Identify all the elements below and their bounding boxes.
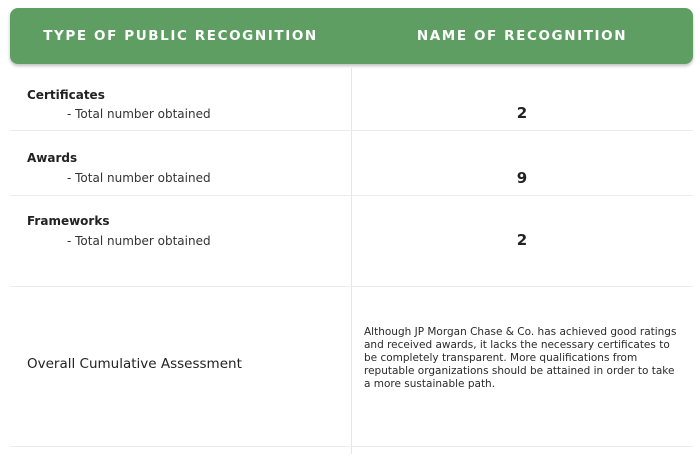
column-header-name: NAME OF RECOGNITION: [416, 28, 628, 44]
row-awards-count: 9: [516, 169, 528, 187]
column-divider: [351, 68, 352, 454]
column-header-type: TYPE OF PUBLIC RECOGNITION: [43, 28, 318, 44]
row-awards-sublabel: - Total number obtained: [67, 171, 211, 185]
row-certificates-count: 2: [516, 104, 528, 122]
row-frameworks-sublabel: - Total number obtained: [67, 234, 211, 248]
table-header: [10, 8, 693, 64]
row-certificates-sublabel: - Total number obtained: [67, 107, 211, 121]
row-awards-label: Awards: [27, 151, 78, 165]
row-divider: [10, 286, 693, 287]
row-certificates-label: Certificates: [27, 88, 105, 102]
row-frameworks-count: 2: [516, 231, 528, 249]
row-divider: [10, 195, 693, 196]
row-frameworks-label: Frameworks: [27, 214, 110, 228]
overall-assessment-text: Although JP Morgan Chase & Co. has achieved good ratings and received awards, it lacks the necessary certificates to be completely transparent. More qualifications from reputable organizations should be attained in order to take a more sustainable path.: [364, 326, 677, 390]
recognition-table: [10, 8, 693, 454]
overall-assessment-label: Overall Cumulative Assessment: [27, 356, 242, 372]
table-bottom-divider: [10, 446, 693, 447]
row-divider: [10, 130, 693, 131]
